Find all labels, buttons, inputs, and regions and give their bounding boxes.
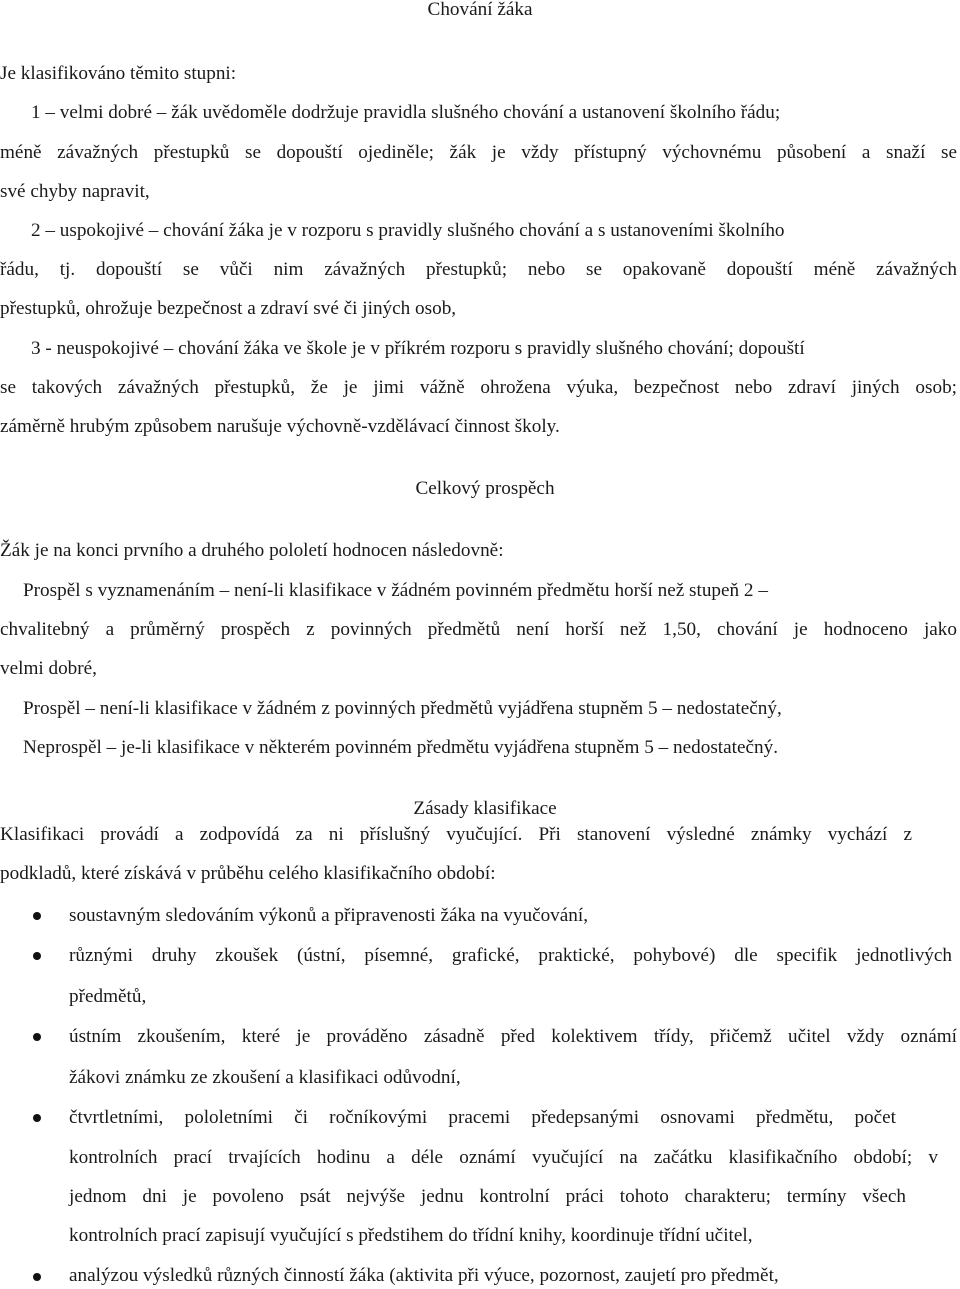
- bullet-icon: [33, 1114, 41, 1122]
- paragraph-line: Prospěl – není-li klasifikace v žádném z povinných předmětů vyjádřena stupněm 5 – nedostatečný,: [23, 698, 782, 719]
- paragraph-line: Je klasifikováno těmito stupni:: [0, 63, 237, 84]
- paragraph-line: podkladů, které získává v průběhu celého klasifikačního období:: [0, 863, 496, 884]
- list-item-line: různými druhy zkoušek (ústní, písemné, grafické, praktické, pohybové) dle specifik jednotlivých: [69, 945, 952, 966]
- list-item-line: ústním zkoušením, které je prováděno zásadně před kolektivem třídy, přičemž učitel vždy oznámí: [69, 1026, 957, 1047]
- paragraph-line: 3 - neuspokojivé – chování žáka ve škole je v příkrém rozporu s pravidly slušného chování; dopouští: [31, 338, 805, 359]
- paragraph-line: řádu, tj. dopouští se vůči nim závažných přestupků; nebo se opakovaně dopouští méně závažných: [0, 259, 957, 280]
- heading-zasady-klasifikace: Zásady klasifikace: [413, 798, 557, 819]
- paragraph-line: Prospěl s vyznamenáním – není-li klasifikace v žádném povinném předmětu horší než stupeň 2 –: [23, 580, 768, 601]
- list-item-line: čtvrtletními, pololetními či ročníkovými pracemi předepsanými osnovami předmětu, počet: [69, 1107, 896, 1128]
- paragraph-line: Žák je na konci prvního a druhého pololetí hodnocen následovně:: [0, 540, 504, 561]
- bullet-icon: [33, 912, 41, 920]
- paragraph-line: Neprospěl – je-li klasifikace v některém povinném předmětu vyjádřena stupněm 5 – nedostatečný.: [23, 737, 779, 758]
- paragraph-line: záměrně hrubým způsobem narušuje výchovně-vzdělávací činnost školy.: [0, 416, 560, 437]
- paragraph-line: velmi dobré,: [0, 658, 97, 679]
- list-item-line: soustavným sledováním výkonů a připravenosti žáka na vyučování,: [69, 905, 589, 926]
- bullet-icon: [33, 1273, 41, 1281]
- list-item-line: předmětů,: [69, 986, 147, 1007]
- paragraph-line: se takových závažných přestupků, že je jimi vážně ohrožena výuka, bezpečnost nebo zdraví jiných osob;: [0, 377, 957, 398]
- heading-celkovy-prospech: Celkový prospěch: [415, 478, 555, 499]
- heading-chovani-zaka: Chování žáka: [427, 0, 533, 20]
- bullet-icon: [33, 952, 41, 960]
- list-item-line: jednom dni je povoleno psát nejvýše jednu kontrolní práci tohoto charakteru; termíny všech: [69, 1186, 906, 1207]
- paragraph-line: Klasifikaci provádí a zodpovídá za ni příslušný vyučující. Při stanovení výsledné známky vychází z: [0, 824, 912, 845]
- paragraph-line: své chyby napravit,: [0, 181, 150, 202]
- paragraph-line: 2 – uspokojivé – chování žáka je v rozporu s pravidly slušného chování a s ustanoveními školního: [31, 220, 785, 241]
- bullet-icon: [33, 1033, 41, 1041]
- list-item-line: kontrolních prací zapisují vyučující s předstihem do třídní knihy, koordinuje třídní učitel,: [69, 1225, 753, 1246]
- list-item-line: analýzou výsledků různých činností žáka (aktivita při výuce, pozornost, zaujetí pro předmět,: [69, 1265, 779, 1286]
- paragraph-line: méně závažných přestupků se dopouští ojediněle; žák je vždy přístupný výchovnému působení a snaží se: [0, 142, 957, 163]
- paragraph-line: chvalitebný a průměrný prospěch z povinných předmětů není horší než 1,50, chování je hodnoceno jako: [0, 619, 957, 640]
- list-item-line: žákovi známku ze zkoušení a klasifikaci odůvodní,: [69, 1067, 461, 1088]
- paragraph-line: 1 – velmi dobré – žák uvědoměle dodržuje pravidla slušného chování a ustanovení školního řádu;: [31, 102, 781, 123]
- paragraph-line: přestupků, ohrožuje bezpečnost a zdraví své či jiných osob,: [0, 298, 457, 319]
- list-item-line: kontrolních prací trvajících hodinu a déle oznámí vyučující na začátku klasifikačního období; v: [69, 1147, 938, 1168]
